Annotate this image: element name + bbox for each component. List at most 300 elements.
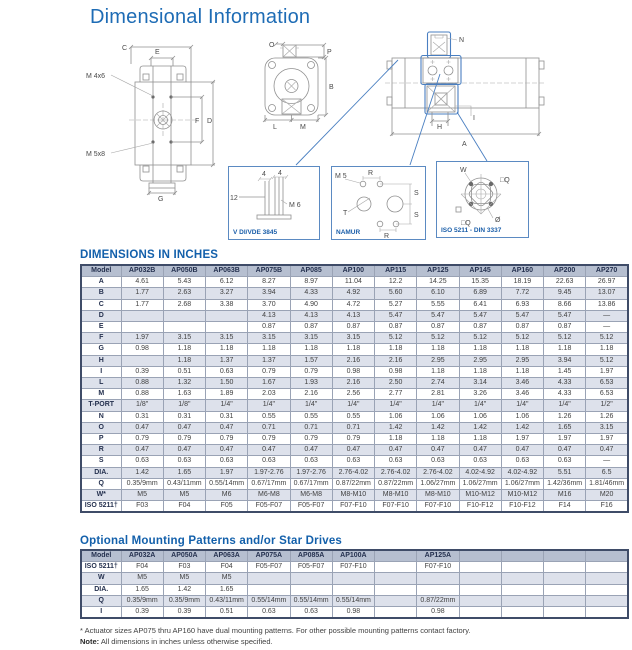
table-cell: 0.55/14mm (332, 595, 374, 606)
table-cell: 1.06/27mm (417, 478, 459, 489)
note-label: Note: (80, 637, 100, 646)
table-cell: 26.97 (586, 277, 628, 288)
table-cell: 0.87 (375, 322, 417, 333)
table-cell: 1.63 (163, 389, 205, 400)
row-label: W* (81, 490, 121, 501)
table-cell: 0.47 (248, 445, 290, 456)
table-cell: 0.98 (332, 366, 374, 377)
table-cell: — (586, 322, 628, 333)
dim-label: L (273, 124, 277, 131)
column-header: AP100A (332, 550, 374, 562)
detail-box-vdi-vde-3845 (228, 166, 320, 240)
table-cell: 0.51 (163, 366, 205, 377)
table-cell: 1.18 (417, 366, 459, 377)
table-cell: 6.53 (586, 389, 628, 400)
dim-l-m (263, 115, 320, 131)
table-cell: 15.35 (459, 277, 501, 288)
dim-label: Ø (495, 217, 501, 224)
table-cell: 9.45 (544, 288, 586, 299)
table-cell: F03 (163, 562, 205, 573)
table-cell: 4.33 (290, 288, 332, 299)
table-cell: 4.92 (332, 288, 374, 299)
table-cell: 1.18 (459, 344, 501, 355)
table-cell: 0.79 (290, 366, 332, 377)
table-cell: 1.18 (459, 366, 501, 377)
row-label: ISO 5211† (81, 562, 121, 573)
row-label: ISO 5211† (81, 501, 121, 513)
table-cell: M6 (206, 490, 248, 501)
dim-label: D (207, 118, 213, 125)
table-row (81, 501, 628, 513)
namur-pad (421, 56, 461, 85)
row-label: I (81, 366, 121, 377)
table-cell (459, 607, 501, 619)
row-label: DIA. (81, 584, 121, 595)
table-cell: 2.95 (501, 355, 543, 366)
table-cell: 0.47 (375, 445, 417, 456)
table-cell: 0.47 (163, 422, 205, 433)
column-header: AP100 (332, 265, 374, 277)
table-cell: 0.87/22mm (417, 595, 459, 606)
table-cell: 1/8" (121, 400, 163, 411)
table-cell: 3.46 (501, 378, 543, 389)
table-cell: 1.42 (459, 422, 501, 433)
row-label: S (81, 456, 121, 467)
table-cell: 0.63 (459, 456, 501, 467)
table-cell (121, 355, 163, 366)
table-cell: 0.47 (332, 445, 374, 456)
table-cell: 0.87 (248, 322, 290, 333)
table-cell (459, 562, 501, 573)
table-row (81, 490, 628, 501)
table-cell: 4.13 (290, 310, 332, 321)
table-row (81, 584, 628, 595)
table-cell: 3.15 (206, 333, 248, 344)
table-cell: 0.51 (206, 607, 248, 619)
table-cell: 3.15 (290, 333, 332, 344)
table-cell: F03 (121, 501, 163, 513)
table-cell (544, 595, 586, 606)
dim-label: □Q (461, 220, 471, 227)
table-cell: 0.35/9mm (121, 478, 163, 489)
table-cell: 0.47 (206, 422, 248, 433)
table-row (81, 456, 628, 467)
table-cell: 1/4" (332, 400, 374, 411)
column-header (544, 550, 586, 562)
column-header: AP063A (206, 550, 248, 562)
table-cell (248, 573, 290, 584)
table-cell: 2.50 (375, 378, 417, 389)
table-cell: 0.47 (417, 445, 459, 456)
table-cell: M8-M10 (375, 490, 417, 501)
end-view-drawing (240, 28, 390, 150)
table-cell: 0.79 (332, 434, 374, 445)
dim-label: W (460, 167, 467, 174)
dim-label: I (473, 115, 475, 122)
actuator-end-body (265, 58, 318, 115)
model-header: Model (81, 265, 121, 277)
table-cell: 2.63 (163, 288, 205, 299)
table-cell: 0.79 (121, 434, 163, 445)
column-header: AP270 (586, 265, 628, 277)
table-cell: M8-M10 (417, 490, 459, 501)
table-cell: 2.16 (375, 355, 417, 366)
row-label: A (81, 277, 121, 288)
table-cell: 0.47 (206, 445, 248, 456)
column-header: AP050B (163, 265, 205, 277)
table-cell: 1.18 (248, 344, 290, 355)
table-cell: 4.13 (332, 310, 374, 321)
table-cell: 5.12 (375, 333, 417, 344)
dim-b (318, 56, 334, 117)
dim-label: A (462, 141, 467, 148)
table-cell: 3.27 (206, 288, 248, 299)
column-header: AP063B (206, 265, 248, 277)
table-cell: 12.2 (375, 277, 417, 288)
column-header (375, 550, 417, 562)
table-cell (375, 607, 417, 619)
table-cell: 6.12 (206, 277, 248, 288)
table-cell (544, 562, 586, 573)
table-cell: 1.67 (248, 378, 290, 389)
table-cell: 3.14 (459, 378, 501, 389)
dim-label: B (329, 84, 334, 91)
footnote-asterisk: * Actuator sizes AP075 thru AP160 have dual mounting patterns. For other possible mounting patterns contact factory. (80, 626, 471, 635)
table-cell (375, 573, 417, 584)
table-cell: 1.06/27mm (501, 478, 543, 489)
table-cell: 1.37 (206, 355, 248, 366)
table-cell: 0.47 (586, 445, 628, 456)
header-row (81, 550, 628, 562)
table-cell: — (586, 456, 628, 467)
table-cell (375, 595, 417, 606)
table-cell: M5 (121, 490, 163, 501)
dim-e (149, 49, 175, 66)
table-cell (121, 322, 163, 333)
row-label: F (81, 333, 121, 344)
table-cell: 1.18 (586, 344, 628, 355)
table-cell: M6-M8 (290, 490, 332, 501)
table-cell: 7.72 (501, 288, 543, 299)
table-cell: 1.65 (544, 422, 586, 433)
table-row (81, 573, 628, 584)
air-port-top (280, 45, 299, 57)
table-cell: 1.97 (206, 467, 248, 478)
table-cell: 1.32 (163, 378, 205, 389)
table-cell: 3.94 (248, 288, 290, 299)
row-label: L (81, 378, 121, 389)
table-cell: 1.18 (459, 434, 501, 445)
dimensions-table (80, 264, 629, 513)
row-label: O (81, 422, 121, 433)
table-cell: 0.55 (332, 411, 374, 422)
table-row (81, 467, 628, 478)
table-cell: F05-F07 (290, 562, 332, 573)
row-label: I (81, 607, 121, 619)
table-cell: 1.57 (290, 355, 332, 366)
table-cell: 1.65 (163, 467, 205, 478)
row-label: P (81, 434, 121, 445)
table-cell: 2.95 (417, 355, 459, 366)
table-cell: 0.87 (417, 322, 459, 333)
table-row (81, 607, 628, 619)
table-cell: 5.27 (375, 299, 417, 310)
table-row (81, 595, 628, 606)
table-cell (163, 322, 205, 333)
table-row (81, 344, 628, 355)
table-cell: 2.77 (375, 389, 417, 400)
table-cell: 1/2" (586, 400, 628, 411)
table-cell: 0.55 (290, 411, 332, 422)
table-cell: F07-F10 (417, 501, 459, 513)
table-cell: 1.89 (206, 389, 248, 400)
table-cell: 0.63 (332, 456, 374, 467)
table-cell: F04 (121, 562, 163, 573)
table-cell: 1.18 (375, 344, 417, 355)
dim-label: E (155, 49, 160, 56)
table-cell: 0.39 (121, 366, 163, 377)
table-cell: 1.97 (501, 434, 543, 445)
table-cell: 0.47 (459, 445, 501, 456)
table-cell: 1.06 (417, 411, 459, 422)
table-cell: 2.74 (417, 378, 459, 389)
table-cell: 6.41 (459, 299, 501, 310)
table-cell: F05 (206, 501, 248, 513)
dim-f (171, 95, 204, 144)
column-header: AP125A (417, 550, 459, 562)
table-cell: 0.39 (163, 607, 205, 619)
table-cell: 0.55 (248, 411, 290, 422)
table-cell: 0.63 (163, 456, 205, 467)
table-cell: 1.06 (501, 411, 543, 422)
table-cell: 1/8" (163, 400, 205, 411)
table-cell: 4.13 (248, 310, 290, 321)
row-label: W (81, 573, 121, 584)
table-cell: 1.65 (121, 584, 163, 595)
table-cell: 8.27 (248, 277, 290, 288)
row-label: G (81, 344, 121, 355)
footnote-note (80, 637, 273, 646)
table-cell: 0.31 (163, 411, 205, 422)
table-cell: 1.18 (417, 434, 459, 445)
table-cell: 2.76-4.02 (375, 467, 417, 478)
table-cell: 1.42 (417, 422, 459, 433)
table-cell: 2.16 (332, 355, 374, 366)
detail-box-namur (331, 166, 426, 240)
dim-label: S (414, 190, 419, 197)
table-cell: M16 (544, 490, 586, 501)
table-cell: 0.63 (206, 456, 248, 467)
table-row (81, 288, 628, 299)
dim-label: G (158, 196, 164, 203)
table-cell: 0.63 (248, 607, 290, 619)
table-cell: 1.97 (586, 434, 628, 445)
table-cell: F14 (544, 501, 586, 513)
column-header: AP125 (417, 265, 459, 277)
table-cell: 0.79 (248, 366, 290, 377)
table-cell: 0.79 (248, 434, 290, 445)
table-cell: 5.43 (163, 277, 205, 288)
table-cell (332, 573, 374, 584)
table-cell: 0.55/14mm (248, 595, 290, 606)
table-cell: 0.98 (375, 366, 417, 377)
table-cell: 1.18 (290, 344, 332, 355)
table-cell (501, 562, 543, 573)
table-cell: 18.19 (501, 277, 543, 288)
column-header (501, 550, 543, 562)
table-cell: 0.63 (248, 456, 290, 467)
table-cell: 3.46 (501, 389, 543, 400)
table-cell: 13.07 (586, 288, 628, 299)
table-cell (586, 584, 628, 595)
table-cell: 1.42 (121, 467, 163, 478)
table-cell: 5.12 (501, 333, 543, 344)
table-cell: 1.77 (121, 288, 163, 299)
column-header: AP085A (290, 550, 332, 562)
top-view-drawing (383, 28, 563, 153)
table-cell: 1.37 (248, 355, 290, 366)
table-cell: 0.63 (417, 456, 459, 467)
column-header: AP075A (248, 550, 290, 562)
table-cell: 1.65 (206, 584, 248, 595)
table-cell: 3.94 (544, 355, 586, 366)
table-row (81, 389, 628, 400)
table-cell: 0.87 (544, 322, 586, 333)
table-cell (121, 310, 163, 321)
table-cell: 1.97 (544, 434, 586, 445)
table-row (81, 277, 628, 288)
table-row (81, 445, 628, 456)
table-cell: 0.87/22mm (332, 478, 374, 489)
table-cell: 1.97 (586, 366, 628, 377)
air-port (428, 32, 451, 58)
table-cell: 2.76-4.02 (417, 467, 459, 478)
dim-p (296, 43, 332, 59)
dim-label: R (368, 170, 374, 177)
table-cell: 5.55 (417, 299, 459, 310)
table-row (81, 400, 628, 411)
table-cell: 5.60 (375, 288, 417, 299)
table-cell: 4.90 (290, 299, 332, 310)
table-cell: 1.77 (121, 299, 163, 310)
table-cell: 1.26 (586, 411, 628, 422)
table-cell: 1.18 (163, 355, 205, 366)
table-cell: F04 (163, 501, 205, 513)
table-cell: 1.06 (375, 411, 417, 422)
detail-box-iso5211 (436, 161, 529, 238)
actuator-top-body (385, 58, 546, 108)
table-row (81, 378, 628, 389)
table-cell: 0.35/9mm (121, 595, 163, 606)
table-cell: 3.15 (586, 422, 628, 433)
table-row (81, 422, 628, 433)
column-header: AP160 (501, 265, 543, 277)
table-cell: 1.42 (501, 422, 543, 433)
table-cell: 5.12 (586, 333, 628, 344)
table-cell: 0.71 (290, 422, 332, 433)
column-header (586, 550, 628, 562)
dim-label: M 6 (289, 202, 301, 209)
table-cell (501, 607, 543, 619)
dimensions-heading: DIMENSIONS IN INCHES (80, 249, 219, 261)
table-cell: 2.16 (332, 378, 374, 389)
table-cell: 0.47 (544, 445, 586, 456)
column-header: AP145 (459, 265, 501, 277)
table-cell: 1.97-2.76 (248, 467, 290, 478)
table-cell: 0.47 (501, 445, 543, 456)
dim-label: M 5x8 (86, 151, 106, 158)
table-cell: 0.43/11mm (206, 595, 248, 606)
table-cell: 0.87 (290, 322, 332, 333)
table-cell: 1.18 (501, 366, 543, 377)
row-label: Q (81, 478, 121, 489)
table-cell: 4.02-4.92 (459, 467, 501, 478)
table-cell: 1/4" (544, 400, 586, 411)
table-cell: 3.70 (248, 299, 290, 310)
table-cell (459, 573, 501, 584)
table-cell: 2.16 (290, 389, 332, 400)
table-cell: 6.93 (501, 299, 543, 310)
table-cell (586, 607, 628, 619)
dim-label: S (414, 212, 419, 219)
table-cell: 5.12 (544, 333, 586, 344)
dim-m5x8 (86, 143, 153, 158)
dim-label: □Q (500, 177, 510, 184)
table-cell: 0.98 (417, 607, 459, 619)
table-cell (417, 573, 459, 584)
detail-caption-vdi: V DI/VDE 3845 (233, 229, 278, 236)
table-cell: 0.63 (501, 456, 543, 467)
table-cell: 0.87/22mm (375, 478, 417, 489)
table-cell: M5 (121, 573, 163, 584)
table-cell (248, 584, 290, 595)
table-cell: 1.18 (332, 344, 374, 355)
row-label: H (81, 355, 121, 366)
table-cell: 5.47 (501, 310, 543, 321)
optional-heading: Optional Mounting Patterns and/or Star Drives (80, 535, 343, 547)
iso5211-drawing (437, 162, 528, 237)
note-text: All dimensions in inches unless otherwise specified. (100, 637, 273, 646)
model-header: Model (81, 550, 121, 562)
table-cell: 1.50 (206, 378, 248, 389)
table-cell: 4.61 (121, 277, 163, 288)
table-row (81, 366, 628, 377)
table-cell: 5.47 (544, 310, 586, 321)
table-cell (206, 310, 248, 321)
table-cell: 0.79 (163, 434, 205, 445)
column-header (459, 550, 501, 562)
table-cell: 6.53 (586, 378, 628, 389)
table-cell: 0.71 (332, 422, 374, 433)
dim-n (447, 37, 464, 44)
column-header: AP050A (163, 550, 205, 562)
table-cell: 13.86 (586, 299, 628, 310)
column-header: AP032B (121, 265, 163, 277)
table-cell: 1.26 (544, 411, 586, 422)
table-cell: 1.18 (206, 344, 248, 355)
table-cell: 1.18 (163, 344, 205, 355)
table-row (81, 333, 628, 344)
table-cell: 1.18 (501, 344, 543, 355)
column-header: AP085 (290, 265, 332, 277)
table-cell: 0.39 (121, 607, 163, 619)
table-cell: 0.71 (248, 422, 290, 433)
table-cell: 0.98 (121, 344, 163, 355)
table-cell: M8-M10 (332, 490, 374, 501)
table-cell: 5.51 (544, 467, 586, 478)
table-cell (459, 595, 501, 606)
table-row (81, 322, 628, 333)
